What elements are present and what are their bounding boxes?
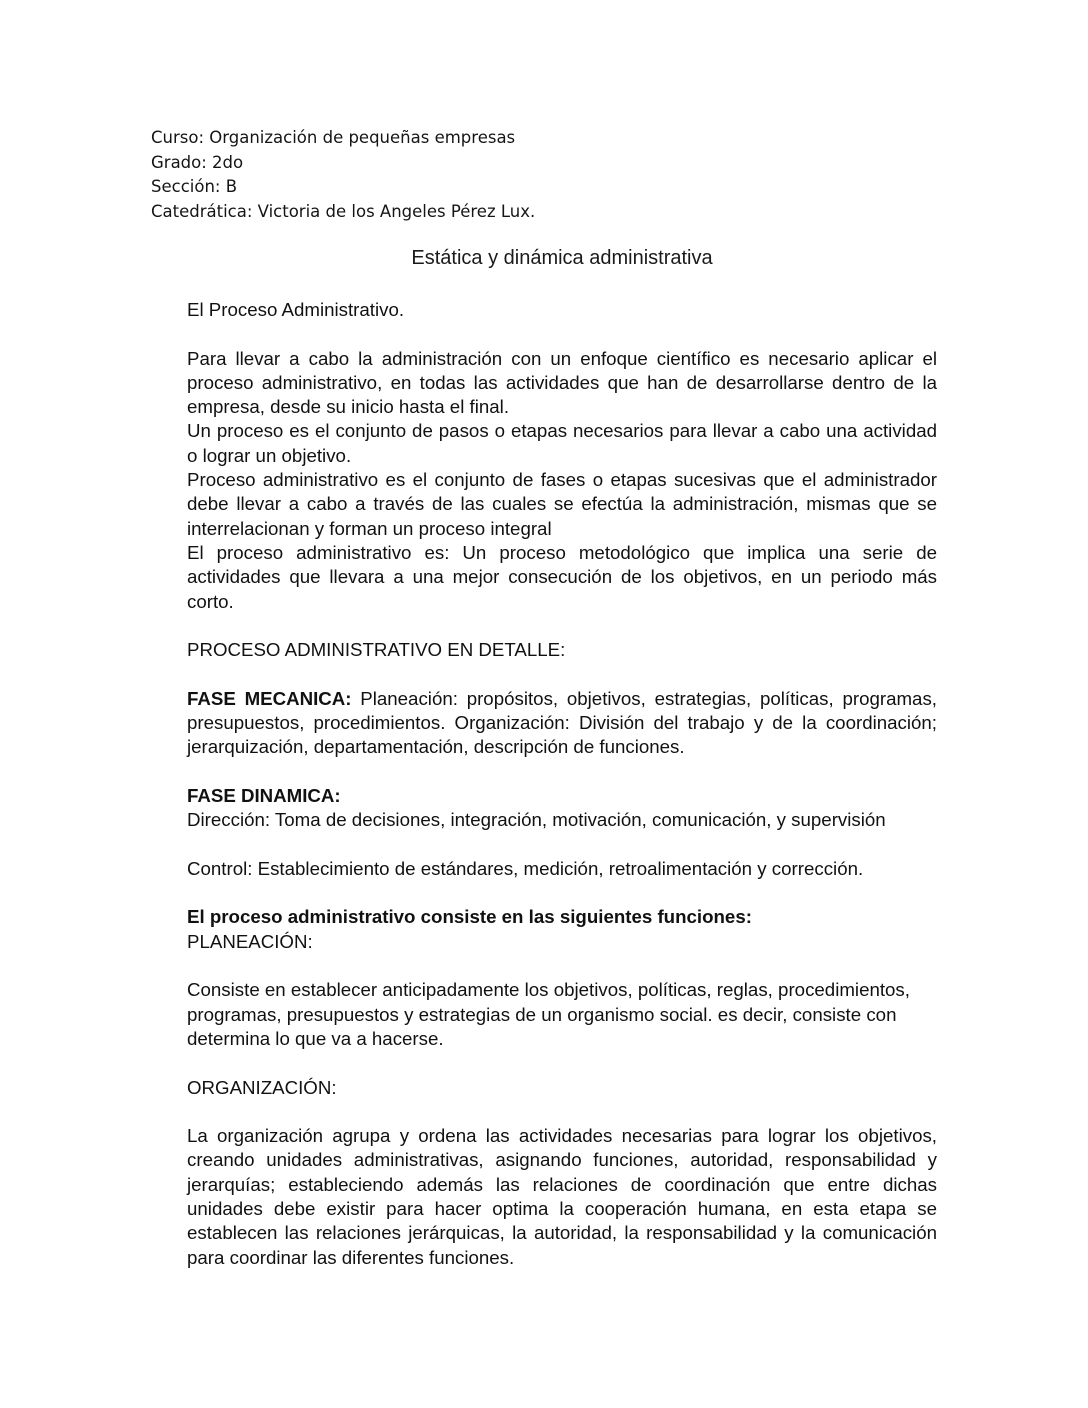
functions-heading: El proceso administrativo consiste en las siguientes funciones: <box>187 906 752 928</box>
intro-heading: El Proceso Administrativo. <box>187 299 405 320</box>
document-body <box>187 298 937 1270</box>
document-title: Estática y dinámica administrativa <box>411 247 713 269</box>
section-line: Sección: B <box>151 177 238 196</box>
mechanical-phase-text: Planeación: propósitos, objetivos, estrategias, políticas, programas, presupuestos, procedimientos. Organización: División del trabajo y de la coordinación; jerarquización, departamentación, descripción de funciones. <box>187 687 937 758</box>
detail-heading: PROCESO ADMINISTRATIVO EN DETALLE: <box>187 639 566 661</box>
mechanical-phase-paragraph <box>187 687 937 760</box>
paragraph-methodological-process: El proceso administrativo es: Un proceso metodológico que implica una serie de actividades que llevara a una mejor consecución de los objetivos, en un periodo más corto. <box>187 541 937 612</box>
paragraph-process-definition: Un proceso es el conjunto de pasos o etapas necesarios para llevar a cabo una actividad o lograr un objetivo. <box>187 420 937 466</box>
paragraph-administrative-process: Proceso administrativo es el conjunto de fases o etapas sucesivas que el administrador debe llevar a cabo a través de las cuales se efectúa la administración, mismas que se interrelacionan y forman un proceso integral <box>187 469 937 539</box>
dynamic-phase-label: FASE DINAMICA: <box>187 784 341 806</box>
planning-heading: PLANEACIÓN: <box>187 930 313 952</box>
control-line: Control: Establecimiento de estándares, medición, retroalimentación y corrección. <box>187 857 864 879</box>
mechanical-phase-label: FASE MECANICA: <box>187 687 352 709</box>
course-line: Curso: Organización de pequeñas empresas <box>151 128 516 147</box>
grade-line: Grado: 2do <box>151 152 244 172</box>
planning-paragraph: Consiste en establecer anticipadamente los objetivos, políticas, reglas, procedimientos, programas, presupuestos y estrategias de un organismo social. es decir, consiste con determina lo que va a hacerse. <box>187 979 910 1049</box>
organization-paragraph: La organización agrupa y ordena las actividades necesarias para lograr los objetivos, creando unidades administrativas, asignando funciones, autoridad, responsabilidad y jerarquías; estableciendo además las relaciones de coordinación que entre dichas unidades debe existir para hacer optima la cooperación humana, en esta etapa se establecen las relaciones jerárquicas, la autoridad, la responsabilidad y la comunicación para coordinar las diferentes funciones. <box>187 1125 937 1268</box>
teacher-line: Catedrática: Victoria de los Angeles Pérez Lux. <box>151 201 536 221</box>
course-header <box>151 126 535 224</box>
paragraph-scientific-approach: Para llevar a cabo la administración con un enfoque científico es necesario aplicar el proceso administrativo, en todas las actividades que han de desarrollarse dentro de la empresa, desde su inicio hasta el final. <box>187 347 937 418</box>
direction-line: Dirección: Toma de decisiones, integración, motivación, comunicación, y supervisión <box>187 809 886 831</box>
organization-heading: ORGANIZACIÓN: <box>187 1076 337 1098</box>
